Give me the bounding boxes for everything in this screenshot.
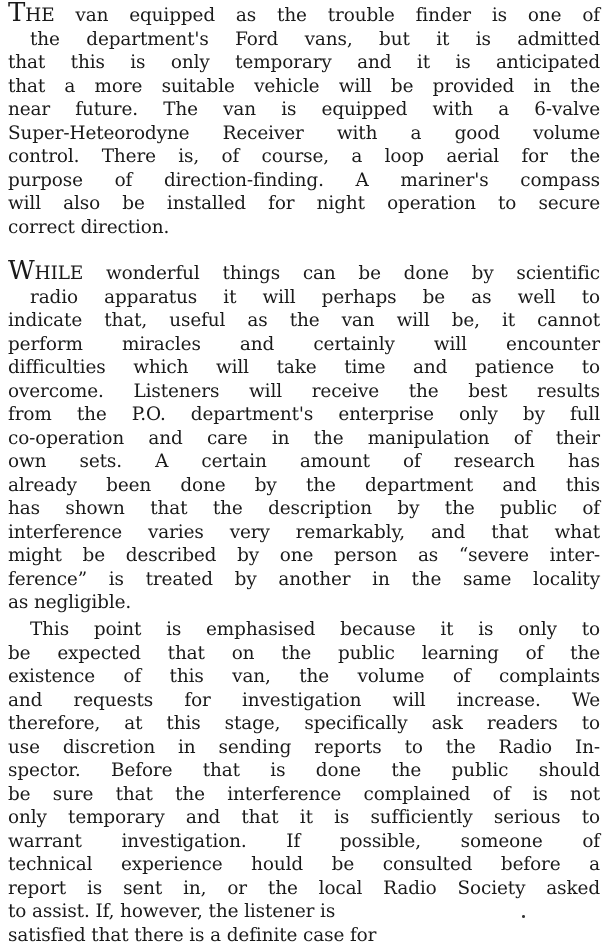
paragraph-trouble-finder-van [8, 4, 600, 239]
text-line: and requests for investigation will increase. We [8, 689, 600, 713]
text-line: purpose of direction-finding. A mariner's compass [8, 169, 600, 193]
text-line: WHILE wonderful things can be done by scientific [8, 262, 600, 286]
text-line: only temporary and that it is sufficiently serious to [8, 806, 600, 830]
text-line: co-operation and care in the manipulation of their [8, 427, 600, 451]
text-line: as negligible. [8, 591, 600, 615]
text-line: warrant investigation. If possible, someone of [8, 830, 600, 854]
paragraph-wonderful-things [8, 262, 600, 615]
text-line: Super-Heteorodyne Receiver with a good volume [8, 122, 600, 146]
text-line: already been done by the department and this [8, 474, 600, 498]
text-line: radio apparatus it will perhaps be as well to [8, 286, 600, 310]
paragraph-point-emphasised [8, 618, 600, 947]
text-line: own sets. A certain amount of research has [8, 450, 600, 474]
text-line: to assist. If, however, the listener is [8, 900, 600, 924]
text-line: correct direction. [8, 216, 600, 240]
text-line: from the P.O. department's enterprise only by full [8, 403, 600, 427]
drop-cap: W [8, 256, 35, 286]
text-line: that a more suitable vehicle will be provided in the [8, 75, 600, 99]
text-line: spector. Before that is done the public should [8, 759, 600, 783]
text-line: report is sent in, or the local Radio Society asked [8, 877, 600, 901]
print-speck [522, 915, 525, 918]
text-line: technical experience hould be consulted before a [8, 853, 600, 877]
text-line: This point is emphasised because it is only to [8, 618, 600, 642]
text-line: difficulties which will take time and patience to [8, 356, 600, 380]
text-line: the department's Ford vans, but it is admitted [8, 28, 600, 52]
text-line: existence of this van, the volume of complaints [8, 665, 600, 689]
text-line: overcome. Listeners will receive the best results [8, 380, 600, 404]
text-line: perform miracles and certainly will encounter [8, 333, 600, 357]
text-line: be expected that on the public learning of the [8, 642, 600, 666]
text-line: use discretion in sending reports to the Radio In- [8, 736, 600, 760]
text-line: that this is only temporary and it is anticipated [8, 51, 600, 75]
text-line: ference” is treated by another in the same locality [8, 568, 600, 592]
text-line: will also be installed for night operation to secure [8, 192, 600, 216]
drop-cap: T [8, 0, 25, 28]
text-line: satisfied that there is a definite case for [8, 924, 600, 947]
text-line: has shown that the description by the public of [8, 497, 600, 521]
text-line: near future. The van is equipped with a 6-valve [8, 98, 600, 122]
text-line: indicate that, useful as the van will be, it cannot [8, 309, 600, 333]
text-line: control. There is, of course, a loop aerial for the [8, 145, 600, 169]
text-line: THE van equipped as the trouble finder is one of [8, 4, 600, 28]
text-line: be sure that the interference complained of is not [8, 783, 600, 807]
text-line: interference varies very remarkably, and that what [8, 521, 600, 545]
text-line: therefore, at this stage, specifically ask readers to [8, 712, 600, 736]
text-line: might be described by one person as “severe inter- [8, 544, 600, 568]
